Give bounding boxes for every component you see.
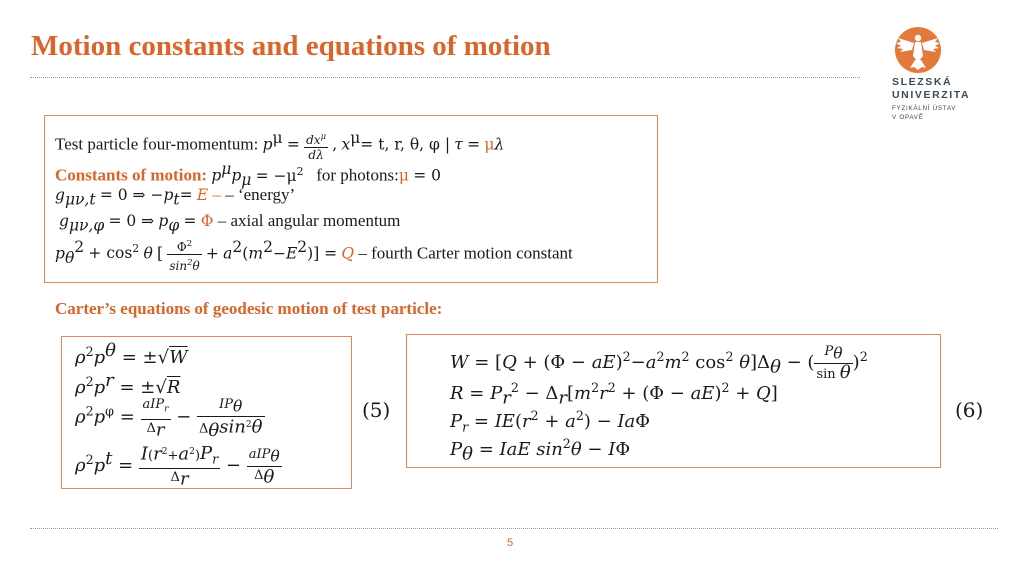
- momentum-label: Test particle four-momentum:: [55, 134, 259, 154]
- equation-number-left: (5): [362, 398, 391, 422]
- logo-line-4: V OPAVĚ: [892, 114, 924, 121]
- university-logo-icon: [892, 26, 944, 74]
- logo-line-2: UNIVERZITA: [892, 89, 971, 101]
- phi-squared-fraction: $\frac{\Phi^2}{\sin^2\theta}$: [169, 238, 200, 273]
- dx-dlambda-fraction: $\frac{dx^\mu}{d\lambda}$: [306, 131, 327, 163]
- logo-line-1: SLEZSKÁ: [892, 76, 953, 88]
- energy-line: $g_{\mu\nu,t} = 0$ ⇒ $-p_t= E$ – – ‘energy’: [55, 185, 296, 209]
- angular-momentum-description: – axial angular momentum: [217, 211, 401, 230]
- eq-P-r: $P_r = IE(r^2 + a^2) - Ia\Phi$: [450, 408, 651, 435]
- university-logo-text: [892, 76, 970, 122]
- eq-P-theta: $P_\theta$ = IaE $\sin^2\theta - I\Phi$: [450, 436, 631, 465]
- eq-rho-p-r: $\rho^2p^r = \pm√R$: [75, 370, 181, 398]
- eq-W: $W = [Q + (\Phi - aE)^2-a^2m^2$ $\cos^2 \theta]\Delta_\theta$ − ( $\frac{P_\theta}{\text{sin θ}}$ )$^2$: [450, 344, 868, 383]
- slide-title: Motion constants and equations of motion: [31, 30, 551, 62]
- constants-line: Constants of motion: $p^\mu p_\mu = -\mu^2$ for photons:μ = 0: [55, 160, 441, 190]
- carter-description: – fourth Carter motion constant: [358, 243, 573, 263]
- constants-label: Constants of motion:: [55, 165, 208, 185]
- equation-number-right: (6): [955, 398, 984, 422]
- photons-label: for photons:: [316, 165, 399, 185]
- momentum-line: Test particle four-momentum: $p^\mu$ = $\frac{dx^\mu}{d\lambda}$ , $x^\mu= t$, r, θ, φ | τ = μλ: [55, 129, 505, 163]
- carter-constant-line: $p_\theta^2 + \cos^2 \theta$ [ $\frac{\Phi^2}{\sin^2\theta}$ + $a^2(m^2-E^2)] = Q$ – fourth Carter motion constant: [55, 237, 573, 273]
- angular-momentum-line: $g_{\mu\nu,\varphi} = 0$ ⇒ $p_\varphi = \Phi$ – axial angular momentum: [59, 211, 401, 235]
- eq-rho-p-t: $\rho^2p^t$ = $\frac{I(r^2+a^2)P_r}{\Delta_r}$ − $\frac{aIP_\theta}{\Delta_\theta}$: [75, 443, 280, 490]
- eq-R: $R = P_r^2 - \Delta_r[m^2r^2 + (\Phi - aE)^2 + Q]$: [450, 380, 778, 409]
- title-divider: [30, 77, 860, 78]
- eq-rho-p-theta: $\rho^2p^\theta = \pm√W$: [75, 340, 188, 368]
- eq-rho-p-phi: $\rho^2p^\varphi$ = $\frac{aIP_r}{\Delta_r}$ − $\frac{IP_\theta}{\Delta_\theta\sin^2\theta}$: [75, 397, 263, 441]
- footer-divider: [30, 528, 998, 529]
- energy-description: – ‘energy’: [225, 185, 296, 204]
- section-heading: Carter’s equations of geodesic motion of test particle:: [55, 299, 443, 318]
- page-number: 5: [507, 537, 514, 549]
- logo-line-3: FYZIKÁLNÍ ÚSTAV: [892, 105, 957, 112]
